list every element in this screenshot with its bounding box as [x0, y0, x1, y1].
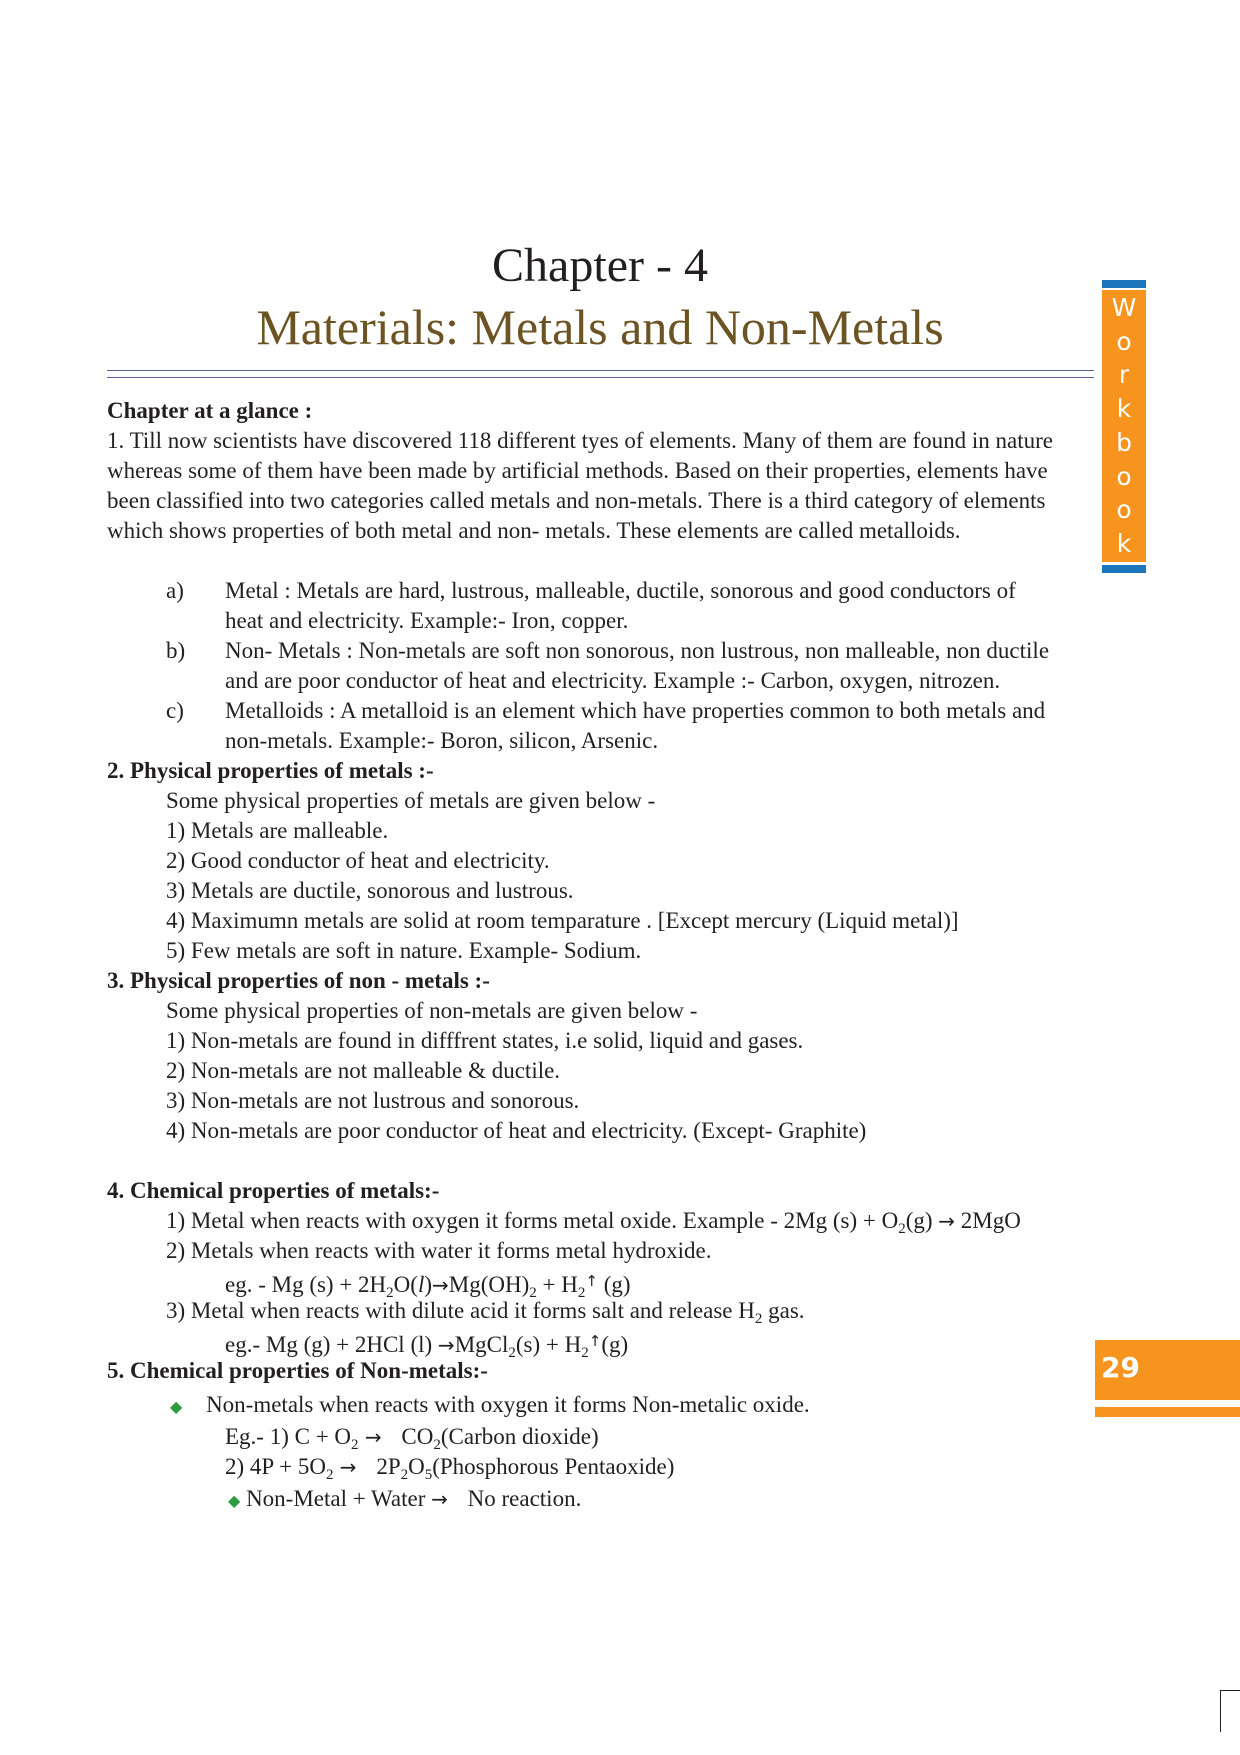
bullet-line [170, 1390, 810, 1422]
subscript: 2 [433, 1437, 441, 1453]
reaction-equation [225, 1266, 631, 1300]
reaction-equation [225, 1452, 674, 1482]
text: eg.- Mg (g) + 2HCl (l) [225, 1332, 433, 1357]
list-item-text: Metalloids : A metalloid is an element which have properties common to both metals and [225, 698, 1046, 723]
workbook-tab-bottom-bar [1102, 565, 1146, 573]
list-item-text: and are poor conductor of heat and electricity. Example :- Carbon, oxygen, nitrozen. [225, 668, 1001, 693]
glance-paragraph-line: which shows properties of both metal and non- metals. These elements are called metalloids. [107, 518, 961, 543]
list-item-text: Non- Metals : Non-metals are soft non sonorous, non lustrous, non malleable, non ductile [225, 638, 1050, 663]
arrow-right-icon: → [333, 1455, 357, 1479]
workbook-letter: r [1118, 360, 1130, 390]
text: (g) [601, 1332, 629, 1357]
workbook-letter: W [1111, 293, 1137, 322]
list-item-text: heat and electricity. Example:- Iron, copper. [225, 608, 629, 633]
workbook-letter: o [1116, 326, 1132, 356]
title-divider-top [107, 370, 1094, 371]
text: 2P [376, 1454, 401, 1479]
text: MgCl [454, 1332, 509, 1357]
reaction-line [166, 1206, 1021, 1236]
subscript: 2 [898, 1221, 906, 1237]
text: Non-metals when reacts with oxygen it forms Non-metalic oxide. [206, 1392, 810, 1417]
section-line: 1) Non-metals are found in difffrent states, i.e solid, liquid and gases. [166, 1028, 804, 1053]
arrow-right-icon: → [938, 1209, 956, 1233]
section-line: 4) Maximumn metals are solid at room temparature . [Except mercury (Liquid metal)] [166, 908, 959, 933]
subscript: 2 [325, 1467, 334, 1483]
workbook-letter: o [1116, 461, 1132, 491]
workbook-letter: o [1116, 495, 1132, 525]
section-heading: 3. Physical properties of non - metals :- [107, 968, 490, 993]
section-line: 2) Good conductor of heat and electricity. [166, 848, 550, 873]
crop-mark [1220, 1690, 1240, 1691]
text: O [408, 1454, 425, 1479]
list-item-label: a) [166, 578, 184, 603]
workbook-letter: b [1116, 427, 1132, 457]
section-heading: 2. Physical properties of metals :- [107, 758, 434, 783]
text: l [417, 1272, 425, 1297]
text: gas. [762, 1298, 805, 1323]
text: (g) [905, 1208, 933, 1233]
section-heading: 5. Chemical properties of Non-metals:- [107, 1358, 488, 1383]
subscript: 2 [386, 1285, 394, 1301]
chapter-number: Chapter - 4 [492, 239, 708, 292]
arrow-right-icon: → [432, 1273, 449, 1297]
section-line: 2) Non-metals are not malleable & ductile. [166, 1058, 561, 1083]
glance-paragraph-line: been classified into two categories called metals and non-metals. There is a third category of elements [107, 488, 1046, 513]
text: O( [393, 1272, 418, 1297]
diamond-bullet-icon: ◆ [170, 1397, 183, 1416]
arrow-up-icon: ↑ [585, 1272, 598, 1290]
text: 2MgO [960, 1208, 1021, 1233]
section-line: 4) Non-metals are poor conductor of heat and electricity. (Except- Graphite) [166, 1118, 867, 1143]
section-line: 3) Non-metals are not lustrous and sonorous. [166, 1088, 580, 1113]
reaction-equation [225, 1422, 599, 1452]
text: eg. - Mg (s) + 2H [225, 1272, 387, 1297]
diamond-bullet-icon: ◆ [228, 1491, 241, 1510]
arrow-right-icon: → [437, 1333, 455, 1357]
text: Non-Metal + Water [246, 1486, 426, 1511]
arrow-right-icon: → [358, 1425, 382, 1449]
page-number: 29 [1095, 1340, 1240, 1400]
section-line: 1) Metals are malleable. [166, 818, 389, 843]
text: 2) 4P + 5O [225, 1454, 326, 1479]
text: Eg.- 1) C + O [225, 1424, 352, 1449]
section-line: 3) Metals are ductile, sonorous and lustrous. [166, 878, 574, 903]
subscript: 2 [351, 1437, 359, 1453]
section-line: 5) Few metals are soft in nature. Example- Sodium. [166, 938, 642, 963]
subscript: 2 [529, 1285, 537, 1301]
reaction-equation [225, 1326, 628, 1360]
reaction-line [166, 1296, 805, 1326]
section-line: Some physical properties of metals are given below - [166, 788, 656, 813]
text: 3) Metal when reacts with dilute acid it forms salt and release H [166, 1298, 755, 1323]
subscript: 2 [581, 1345, 589, 1361]
list-item-label: b) [166, 638, 186, 663]
list-item-text: Metal : Metals are hard, lustrous, malleable, ductile, sonorous and good conductors of [225, 578, 1016, 603]
subscript: 5 [424, 1467, 433, 1483]
subscript: 2 [400, 1467, 409, 1483]
crop-mark [1220, 1690, 1221, 1732]
text: (Phosphorous Pentaoxide) [432, 1454, 675, 1479]
title-divider-bottom [107, 377, 1094, 378]
subscript: 2 [577, 1285, 586, 1301]
text: 1) Metal when reacts with oxygen it forms metal oxide. Example - 2Mg (s) + O [166, 1208, 899, 1233]
text: (g) [603, 1272, 631, 1297]
workbook-letter: k [1116, 394, 1132, 424]
arrow-up-icon: ↑ [588, 1332, 602, 1350]
subscript: 2 [754, 1311, 763, 1327]
workbook-tab-top-bar [1102, 280, 1146, 288]
glance-paragraph-line: 1. Till now scientists have discovered 118 different tyes of elements. Many of them are found in nature [107, 428, 1053, 453]
section-line: Some physical properties of non-metals are given below - [166, 998, 698, 1023]
list-item-text: non-metals. Example:- Boron, silicon, Arsenic. [225, 728, 659, 753]
section-heading: 4. Chemical properties of metals:- [107, 1178, 440, 1203]
arrow-right-icon: → [431, 1487, 448, 1511]
text: (s) + H [515, 1332, 582, 1357]
bullet-line [228, 1484, 581, 1516]
page-number-bar [1095, 1407, 1240, 1417]
subscript: 2 [508, 1345, 516, 1361]
chapter-title: Materials: Metals and Non-Metals [256, 299, 944, 355]
glance-heading: Chapter at a glance : [107, 398, 313, 423]
text: + H [536, 1272, 578, 1297]
text: CO [401, 1424, 434, 1449]
text: (Carbon dioxide) [440, 1424, 599, 1449]
workbook-tab [1102, 290, 1146, 562]
text: No reaction. [467, 1486, 582, 1511]
section-line: 2) Metals when reacts with water it forms metal hydroxide. [166, 1238, 712, 1263]
text: Mg(OH) [448, 1272, 530, 1297]
workbook-letter: k [1116, 528, 1132, 558]
glance-paragraph-line: whereas some of them have been made by artificial methods. Based on their properties, elements have [107, 458, 1048, 483]
text: ) [424, 1272, 433, 1297]
list-item-label: c) [166, 698, 184, 723]
